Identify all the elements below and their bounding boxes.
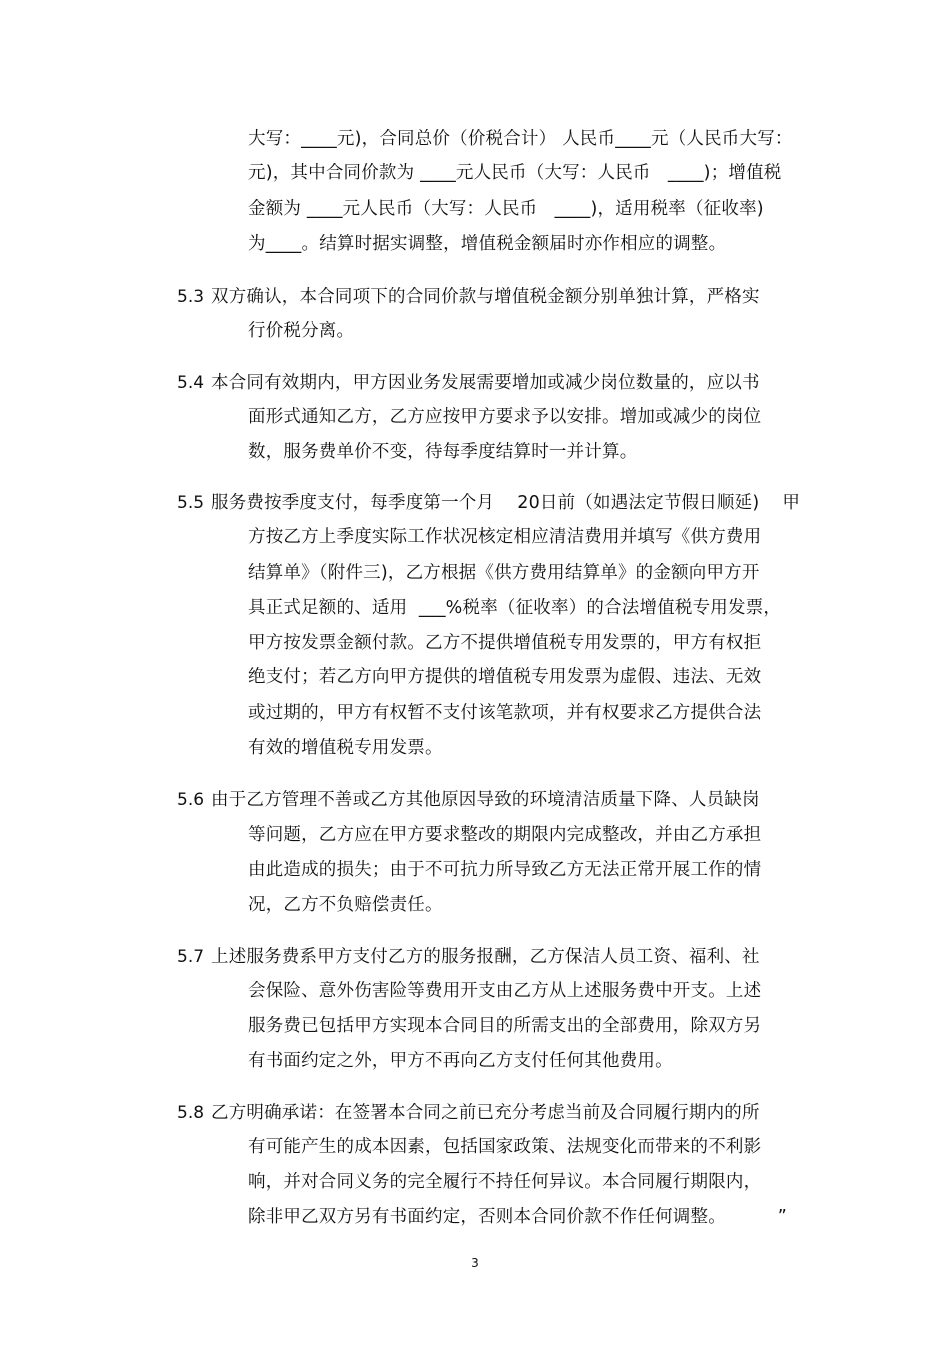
text-line: 双方确认，本合同项下的合同价款与增值税金额分别单独计算，严格实 (211, 287, 760, 307)
text-line: 数，服务费单价不变，待每季度结算时一并计算。 (248, 442, 638, 462)
text-line: 除非甲乙双方另有书面约定，否则本合同价款不作任何调整。 ” (248, 1207, 788, 1227)
text-line: 绝支付；若乙方向甲方提供的增值税专用发票为虚假、违法、无效 (248, 667, 762, 687)
text-line: 结算单》（附件三)，乙方根据《供方费用结算单》的金额向甲方开 (248, 563, 760, 583)
clause-number: 5.8 (177, 1103, 205, 1123)
clause-number: 5.4 (177, 373, 205, 393)
text-line: 由于乙方管理不善或乙方其他原因导致的环境清洁质量下降、人员缺岗 (211, 790, 760, 810)
text-line: 为____。结算时据实调整，增值税金额届时亦作相应的调整。 (248, 234, 727, 254)
text-line: 大写：____元)，合同总价（价税合计） 人民币____元（人民币大写： (248, 129, 793, 149)
text-line: 本合同有效期内，甲方因业务发展需要增加或减少岗位数量的，应以书 (211, 373, 760, 393)
text-line: 金额为 ____元人民币（大写：人民币 ____)，适用税率（征收率) (248, 199, 764, 219)
text-line: 乙方明确承诺：在签署本合同之前已充分考虑当前及合同履行期内的所 (211, 1103, 760, 1123)
clause-number: 5.7 (177, 947, 205, 967)
clause-number: 5.5 (177, 493, 205, 513)
text-line: 或过期的，甲方有权暂不支付该笔款项，并有权要求乙方提供合法 (248, 703, 762, 723)
text-line: 元)，其中合同价款为 ____元人民币（大写：人民币 ____)；增值税 (248, 163, 782, 183)
text-line: 服务费已包括甲方实现本合同目的所需支出的全部费用，除双方另 (248, 1016, 762, 1036)
text-line: 响，并对合同义务的完全履行不持任何异议。本合同履行期限内， (248, 1172, 762, 1192)
text-line: 具正式足额的、适用 ___%税率（征收率）的合法增值税专用发票， (248, 598, 782, 618)
text-line: 上述服务费系甲方支付乙方的服务报酬，乙方保洁人员工资、福利、社 (211, 947, 760, 967)
clause-number: 5.6 (177, 790, 205, 810)
clause-number: 5.3 (177, 287, 205, 307)
text-line: 面形式通知乙方，乙方应按甲方要求予以安排。增加或减少的岗位 (248, 407, 762, 427)
text-line: 况，乙方不负赔偿责任。 (248, 895, 443, 915)
text-line: 有可能产生的成本因素，包括国家政策、法规变化而带来的不利影 (248, 1137, 762, 1157)
text-line: 方按乙方上季度实际工作状况核定相应清洁费用并填写《供方费用 (248, 527, 762, 547)
text-line: 会保险、意外伤害险等费用开支由乙方从上述服务费中开支。上述 (248, 981, 762, 1001)
page-number: 3 (471, 1256, 479, 1270)
text-line: 甲方按发票金额付款。乙方不提供增值税专用发票的，甲方有权拒 (248, 633, 762, 653)
text-line: 由此造成的损失；由于不可抗力所导致乙方无法正常开展工作的情 (248, 860, 762, 880)
text-line: 有书面约定之外，甲方不再向乙方支付任何其他费用。 (248, 1051, 673, 1071)
text-line: 有效的增值税专用发票。 (248, 738, 443, 758)
text-line: 等问题，乙方应在甲方要求整改的期限内完成整改，并由乙方承担 (248, 825, 762, 845)
text-line: 服务费按季度支付，每季度第一个月 20日前（如遇法定节假日顺延) 甲 (211, 493, 801, 513)
text-line: 行价税分离。 (248, 321, 355, 341)
